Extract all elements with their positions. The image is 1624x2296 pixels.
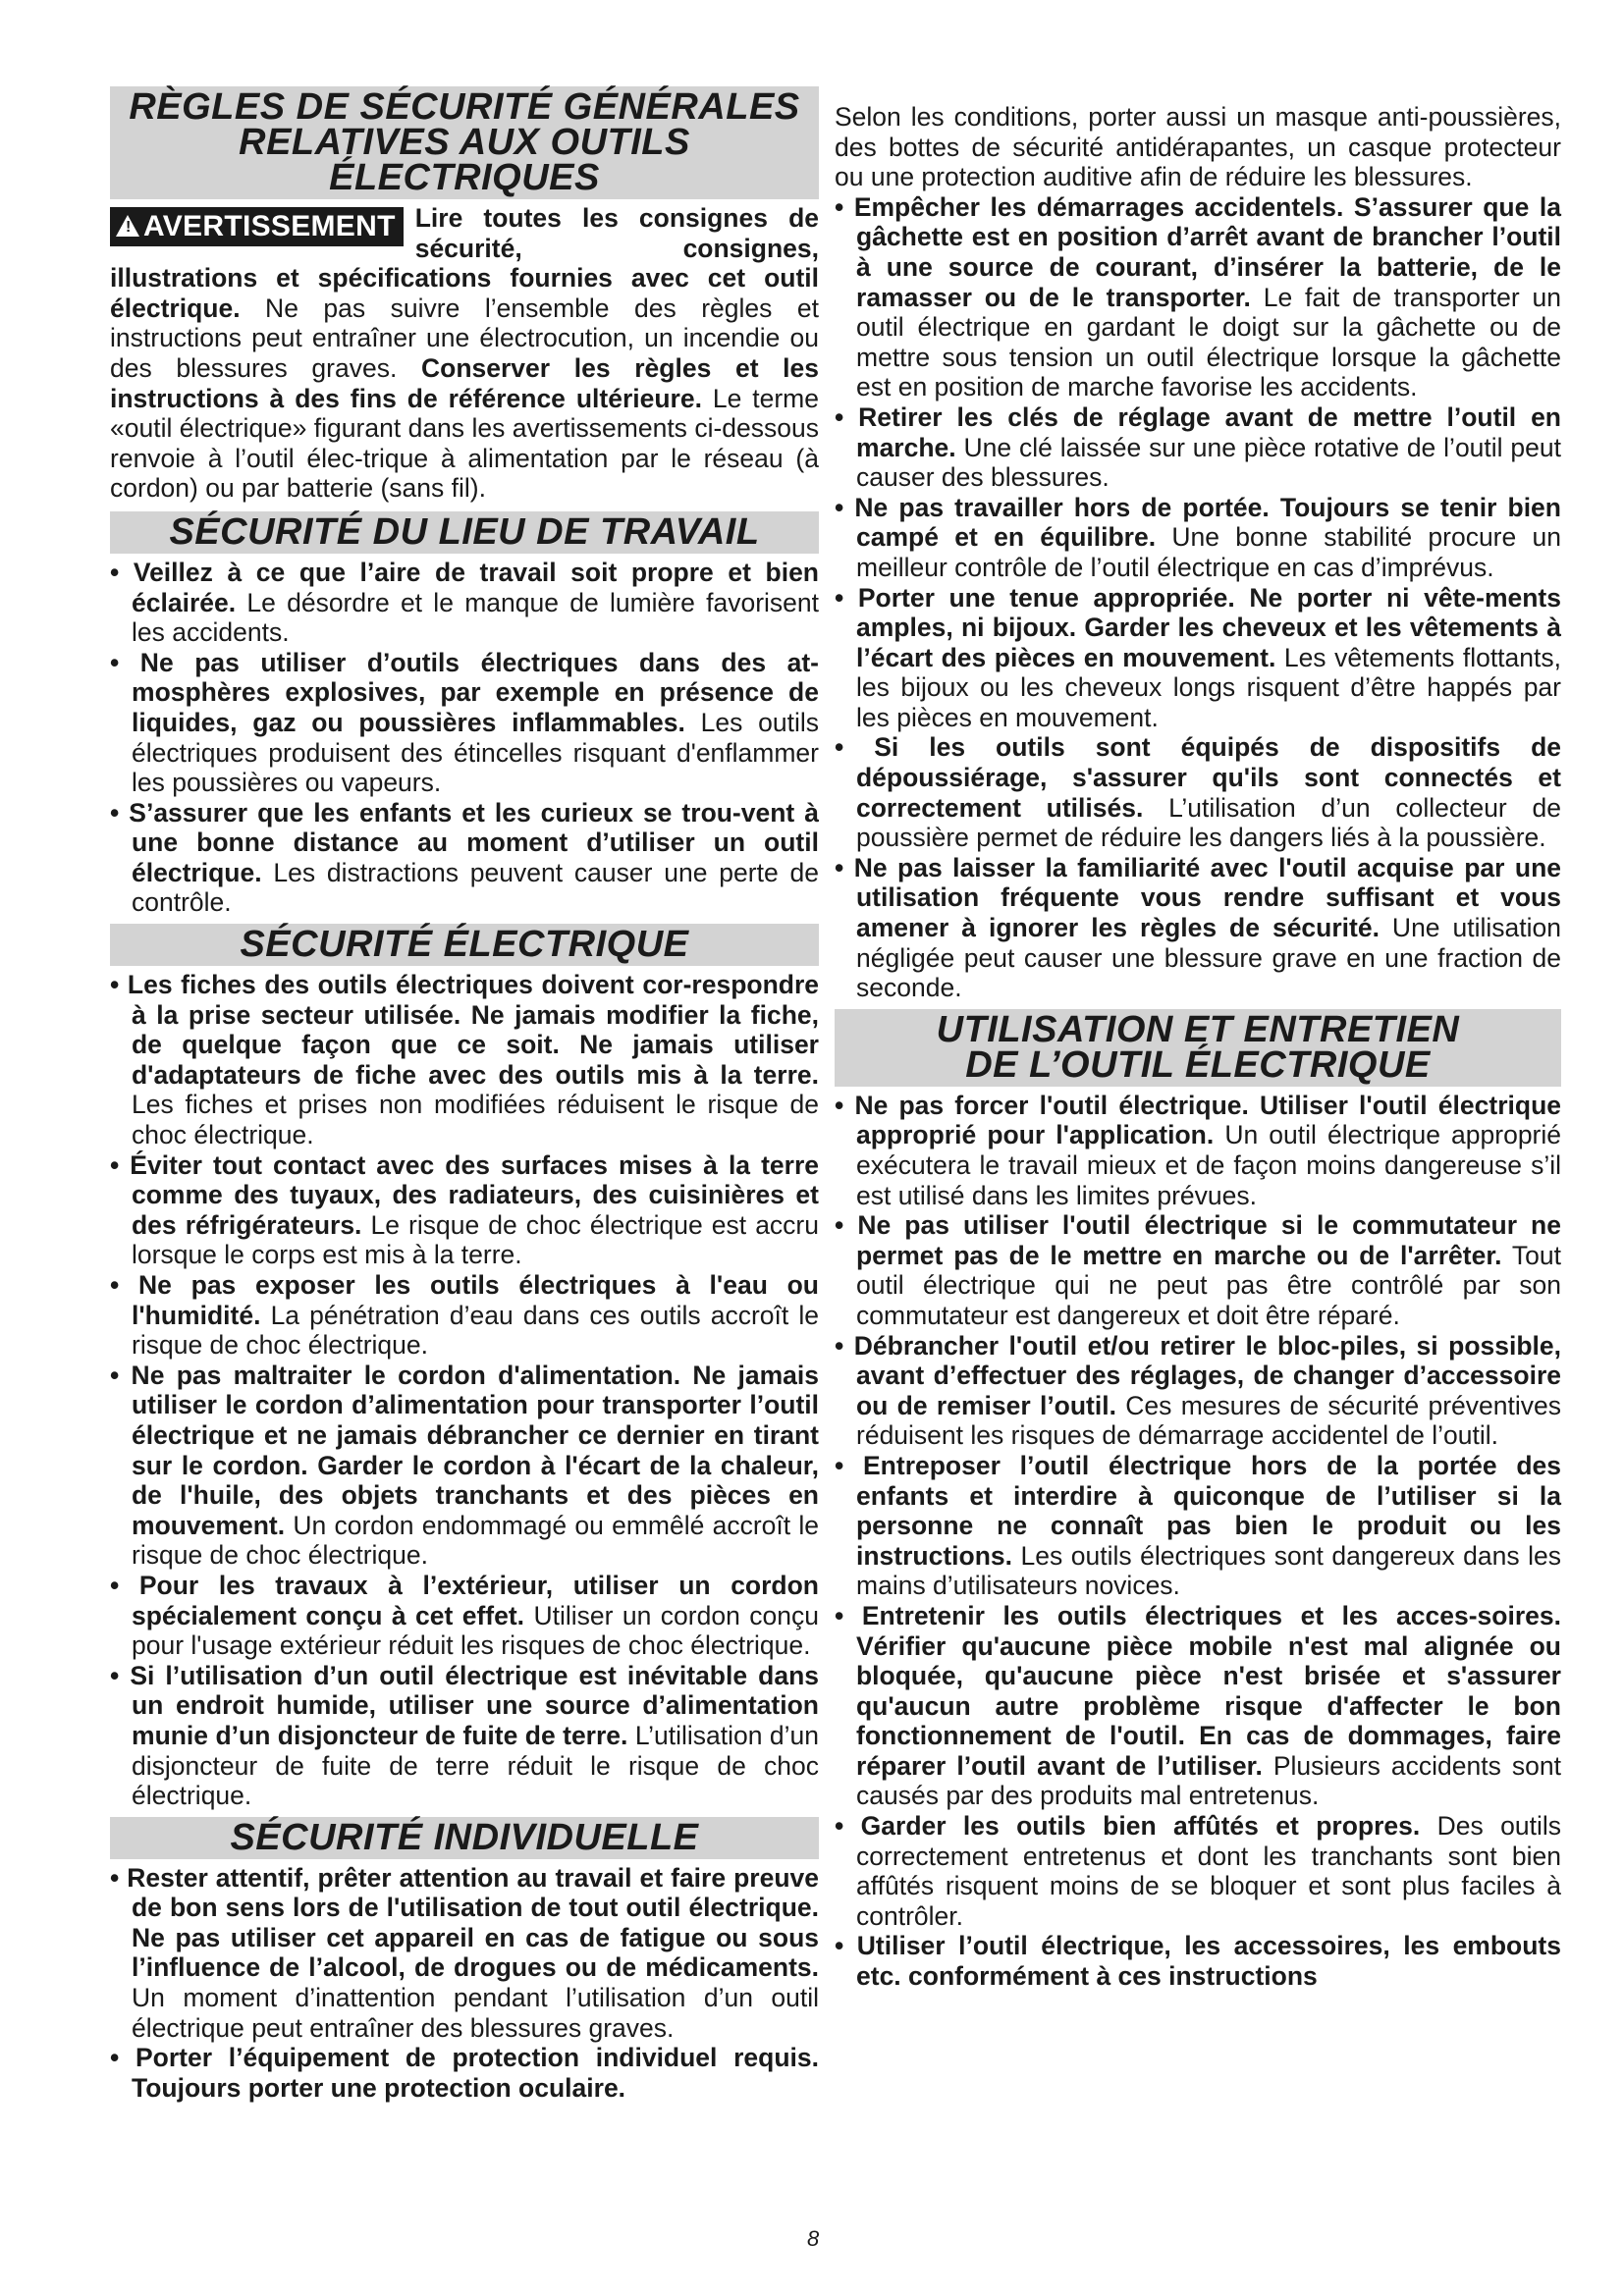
- heading-work-area: SÉCURITÉ DU LIEU DE TRAVAIL: [110, 511, 819, 554]
- item-bold: • Rester attentif, prêter attention au travail et faire preuve de bon sens lors de l'utilisation de tout outil électrique. Ne pas utiliser cet appareil en cas de fatigue ou sous l’influence de l’alcool, de drogues ou de médicaments.: [110, 1862, 819, 1983]
- item-text: L’utilisation d’un collecteur de poussière permet de réduire les dangers liés à la poussière.: [856, 792, 1561, 853]
- list-item: [835, 1331, 1561, 1451]
- item-text: Utiliser un cordon conçu pour l'usage extérieur réduit les risques de choc électrique.: [132, 1600, 819, 1661]
- item-bold: • S’assurer que les enfants et les curieux se trou-vent à une bonne distance au moment d’utiliser un outil électrique.: [110, 797, 819, 887]
- page-number: 8: [807, 2226, 820, 2251]
- heading-line: DE L’OUTIL ÉLECTRIQUE: [965, 1043, 1431, 1086]
- item-bold: • Porter une tenue appropriée. Ne porter ni vête-ments amples, ni bijoux. Garder les cheveux et les vêtements à l’écart des pièces en mouvement.: [835, 582, 1561, 672]
- warning-text-2: Le terme «outil électrique» figurant dans les avertissements ci-dessous renvoie à l’outil élec-trique à alimentation par le réseau (à cordon) ou par batterie (sans fil).: [110, 383, 819, 504]
- list-item: [110, 648, 819, 798]
- item-text: Le fait de transporter un outil électrique en gardant le doigt sur la gâchette ou de mettre sous tension un outil électrique lorsque la gâchette est en position de marche favorise les accidents.: [856, 282, 1561, 402]
- item-text: L’utilisation d’un disjoncteur de fuite de terre réduit le risque de choc électrique.: [132, 1720, 819, 1811]
- item-text: Ces mesures de sécurité préventives réduisent les risques de démarrage accidentel de l’outil.: [856, 1390, 1561, 1451]
- list-item: [835, 1601, 1561, 1811]
- item-text: Un outil électrique approprié exécutera le travail mieux et de façon moins dangereuse s’il est utilisé dans les limites prévues.: [856, 1120, 1562, 1210]
- item-bold: • Ne pas laisser la familiarité avec l'outil acquise par une utilisation fréquente vous rendre suffisant et vous amener à ignorer les règles de sécurité.: [835, 852, 1561, 943]
- item-bold: • Ne pas travailler hors de portée. Toujours se tenir bien campé et en équilibre.: [835, 492, 1561, 553]
- heading-line: UTILISATION ET ENTRETIEN: [936, 1008, 1460, 1050]
- item-bold: • Ne pas utiliser d’outils électriques dans des at-mosphères explosives, par exemple en présence de liquides, gaz ou poussières inflammables.: [110, 647, 819, 737]
- item-bold: • Garder les outils bien affûtés et propres.: [835, 1811, 1421, 1842]
- item-text: Tout outil électrique qui ne peut pas être contrôlé par son commutateur est dangereux et doit être réparé.: [856, 1240, 1561, 1330]
- item-text: Un moment d’inattention pendant l’utilisation d’un outil électrique peut entraîner des blessures graves.: [132, 1983, 819, 2043]
- list-item: [110, 1661, 819, 1811]
- item-text: Les distractions peuvent causer une perte de contrôle.: [132, 857, 819, 918]
- warning-triangle-icon: !: [116, 215, 139, 237]
- warning-bold: Lire toutes les consignes de sécurité, consignes, illustrations et spécifications fournies avec cet outil électrique.: [110, 203, 819, 323]
- item-bold: • Ne pas forcer l'outil électrique. Utiliser l'outil électrique approprié pour l'application.: [835, 1090, 1561, 1150]
- heading-general-safety: [110, 86, 819, 199]
- item-bold: • Pour les travaux à l’extérieur, utiliser un cordon spécialement conçu à cet effet.: [110, 1570, 819, 1630]
- item-bold: • Si l’utilisation d’un outil électrique est inévitable dans un endroit humide, utiliser une source d’alimentation munie d’un disjoncteur de fuite de terre.: [110, 1660, 819, 1750]
- heading-electrical: SÉCURITÉ ÉLECTRIQUE: [110, 924, 819, 966]
- heading-line: RÈGLES DE SÉCURITÉ GÉNÉRALES: [129, 86, 800, 128]
- warning-paragraph: [110, 203, 819, 504]
- list-item: [835, 1931, 1561, 1991]
- list-item: [835, 583, 1561, 733]
- item-text: Une bonne stabilité procure un meilleur contrôle de l’outil électrique en cas d’imprévus.: [856, 522, 1562, 582]
- item-bold: • Débrancher l'outil et/ou retirer le bloc-piles, si possible, avant d’effectuer des réglages, de changer d’accessoire ou de remiser l’outil.: [835, 1330, 1561, 1420]
- warning-badge: [110, 207, 404, 246]
- list-item: [110, 558, 819, 648]
- list-item: [110, 798, 819, 918]
- item-bold: • Éviter tout contact avec des surfaces mises à la terre comme des tuyaux, des radiateurs, des cuisinières et des réfrigérateurs.: [110, 1149, 819, 1240]
- item-bold: • Entreposer l’outil électrique hors de la portée des enfants et interdire à quiconque de l’utiliser si la personne ne connaît pas bien le produit ou les instructions.: [835, 1450, 1561, 1571]
- heading-use-maintenance: [835, 1009, 1561, 1087]
- heading-line: RELATIVES AUX OUTILS ÉLECTRIQUES: [239, 122, 690, 198]
- item-text: Le désordre et le manque de lumière favorisent les accidents.: [132, 587, 819, 648]
- warning-text: Ne pas suivre l’ensemble des règles et instructions peut entraîner une électrocution, un incendie ou des blessures graves.: [110, 293, 819, 383]
- list-item: [110, 970, 819, 1150]
- item-text: Les fiches et prises non modifiées réduisent le risque de choc électrique.: [132, 1090, 819, 1150]
- item-bold: • Les fiches des outils électriques doivent cor-respondre à la prise secteur utilisée. Ne jamais modifier la fiche, de quelque façon que ce soit. Ne jamais utiliser d'adaptateurs de fiche avec des outils mis à la terre.: [110, 970, 819, 1090]
- warning-block: [110, 203, 819, 504]
- item-bold: • Retirer les clés de réglage avant de mettre l’outil en marche.: [835, 401, 1561, 462]
- list-item: [110, 2043, 819, 2103]
- item-text: Les vêtements flottants, les bijoux ou les cheveux longs risquent d’être happés par les pièces en mouvement.: [856, 642, 1561, 732]
- warning-badge-label: AVERTISSEMENT: [143, 210, 396, 242]
- list-item: [110, 1571, 819, 1661]
- item-bold: • Porter l’équipement de protection individuel requis. Toujours porter une protection oculaire.: [110, 2043, 819, 2103]
- item-bold: • Entretenir les outils électriques et les acces-soires. Vérifier qu'aucune pièce mobile n'est mal alignée ou bloquée, qu'aucune pièce n'est brisée et s'assurer qu'aucun autre problème risque d'affecter le bon fonctionnement de l'outil. En cas de dommages, faire réparer l’outil avant de l’utiliser.: [835, 1600, 1561, 1781]
- item-text: Une utilisation négligée peut causer une blessure grave en une fraction de seconde.: [856, 913, 1561, 1003]
- item-bold: • Empêcher les démarrages accidentels. S’assurer que la gâchette est en position d’arrêt avant de brancher l’outil à une source de courant, d’insérer la batterie, de le ramasser ou de le transporter.: [835, 191, 1561, 312]
- list-item: [110, 1361, 819, 1571]
- item-bold: • Ne pas utiliser l'outil électrique si le commutateur ne permet pas de le mettre en marche ou de l'arrêter.: [835, 1210, 1561, 1270]
- list-item: [835, 1811, 1561, 1931]
- list-item: [835, 1451, 1561, 1601]
- item-text: Un cordon endommagé ou emmêlé accroît le risque de choc électrique.: [132, 1510, 819, 1571]
- right-column: [835, 102, 1561, 1992]
- list-item: [835, 402, 1561, 493]
- item-bold: • Si les outils sont équipés de dispositifs de dépoussiérage, s'assurer qu'ils sont connectés et correctement utilisés.: [835, 732, 1561, 823]
- item-text: La pénétration d’eau dans ces outils accroît le risque de choc électrique.: [132, 1300, 819, 1361]
- item-text: Une clé laissée sur une pièce rotative de l’outil peut causer des blessures.: [856, 432, 1561, 493]
- list-item: [835, 732, 1561, 852]
- item-text: Les outils électriques sont dangereux dans les mains d’utilisateurs novices.: [856, 1540, 1561, 1601]
- list-item: [835, 853, 1561, 1003]
- item-bold: • Ne pas maltraiter le cordon d'alimentation. Ne jamais utiliser le cordon d’alimentation pour transporter l’outil électrique et ne jamais débrancher ce dernier en tirant sur le cordon. Garder le cordon à l'écart de la chaleur, de l'huile, des objets tranchants et des pièces en mouvement.: [110, 1360, 819, 1540]
- list-item: [835, 1210, 1561, 1330]
- warning-bold-2: Conserver les règles et les instructions à des fins de référence ultérieure.: [110, 352, 819, 413]
- item-bold: • Veillez à ce que l’aire de travail soit propre et bien éclairée.: [110, 557, 819, 617]
- item-text: Les outils électriques produisent des étincelles risquant d'enflammer les poussières ou vapeurs.: [132, 707, 819, 798]
- list-item: [110, 1150, 819, 1270]
- list-item: [110, 1863, 819, 2044]
- heading-personal: SÉCURITÉ INDIVIDUELLE: [110, 1817, 819, 1859]
- item-text: Des outils correctement entretenus et dont les tranchants sont bien affûtés risquent moins de se bloquer et sont plus faciles à contrôler.: [856, 1811, 1561, 1931]
- left-column: [110, 86, 819, 2103]
- item-bold: • Utiliser l’outil électrique, les accessoires, les embouts etc. conformément à ces instructions: [835, 1931, 1561, 1992]
- item-text: Plusieurs accidents sont causés par des produits mal entretenus.: [856, 1750, 1561, 1811]
- paragraph: Selon les conditions, porter aussi un masque anti-poussières, des bottes de sécurité antidérapantes, un casque protecteur ou une protection auditive afin de réduire les blessures.: [835, 102, 1561, 192]
- list-item: [835, 1091, 1561, 1210]
- item-bold: • Ne pas exposer les outils électriques à l'eau ou l'humidité.: [110, 1270, 819, 1330]
- list-item: [835, 192, 1561, 402]
- list-item: [835, 493, 1561, 583]
- item-text: Le risque de choc électrique est accru lorsque le corps est mis à la terre.: [132, 1209, 819, 1270]
- list-item: [110, 1270, 819, 1361]
